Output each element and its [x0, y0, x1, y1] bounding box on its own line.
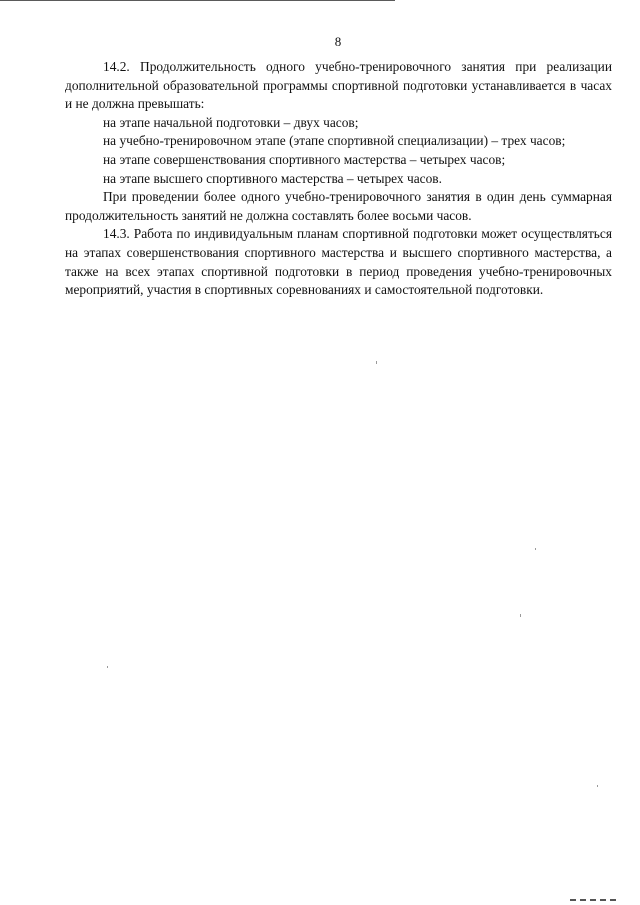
paragraph-initial-stage: на этапе начальной подготовки – двух часов;: [103, 114, 359, 130]
paragraph-highest-stage: на этапе высшего спортивного мастерства – четырех часов.: [103, 170, 442, 186]
paragraph-training-stage: на учебно-тренировочном этапе (этапе спортивной специализации) – трех часов;: [103, 133, 566, 149]
paragraph-14-3-individual-plans: 14.3. Работа по индивидуальным планам спортивной подготовки может осуществляться на этапах совершенствования спортивного мастерства и высшего спортивного мастерства, а также на всех этапах спортивной подготовки в период проведения учебно-тренировочных мероприятий, участия в спортивных соревнованиях и самостоятельной подготовки.: [65, 226, 612, 298]
scan-speck: [597, 785, 598, 787]
scan-speck: [107, 666, 108, 668]
document-body: [65, 58, 612, 300]
scan-speck: [520, 614, 521, 617]
paragraph-improvement-stage: на этапе совершенствования спортивного мастерства – четырех часов;: [103, 151, 506, 167]
scan-speck: [535, 548, 536, 550]
bottom-scan-mark: [570, 899, 620, 901]
paragraph-multiple-sessions: При проведении более одного учебно-тренировочного занятия в один день суммарная продолжительность занятий не должна составлять более восьми часов.: [65, 189, 612, 223]
paragraph-14-2-duration: 14.2. Продолжительность одного учебно-тренировочного занятия при реализации дополнительной образовательной программы спортивной подготовки устанавливается в часах и не должна превышать:: [65, 59, 612, 112]
page-number: 8: [334, 34, 342, 49]
scan-speck: [376, 361, 377, 364]
top-scan-line: [0, 0, 395, 1]
